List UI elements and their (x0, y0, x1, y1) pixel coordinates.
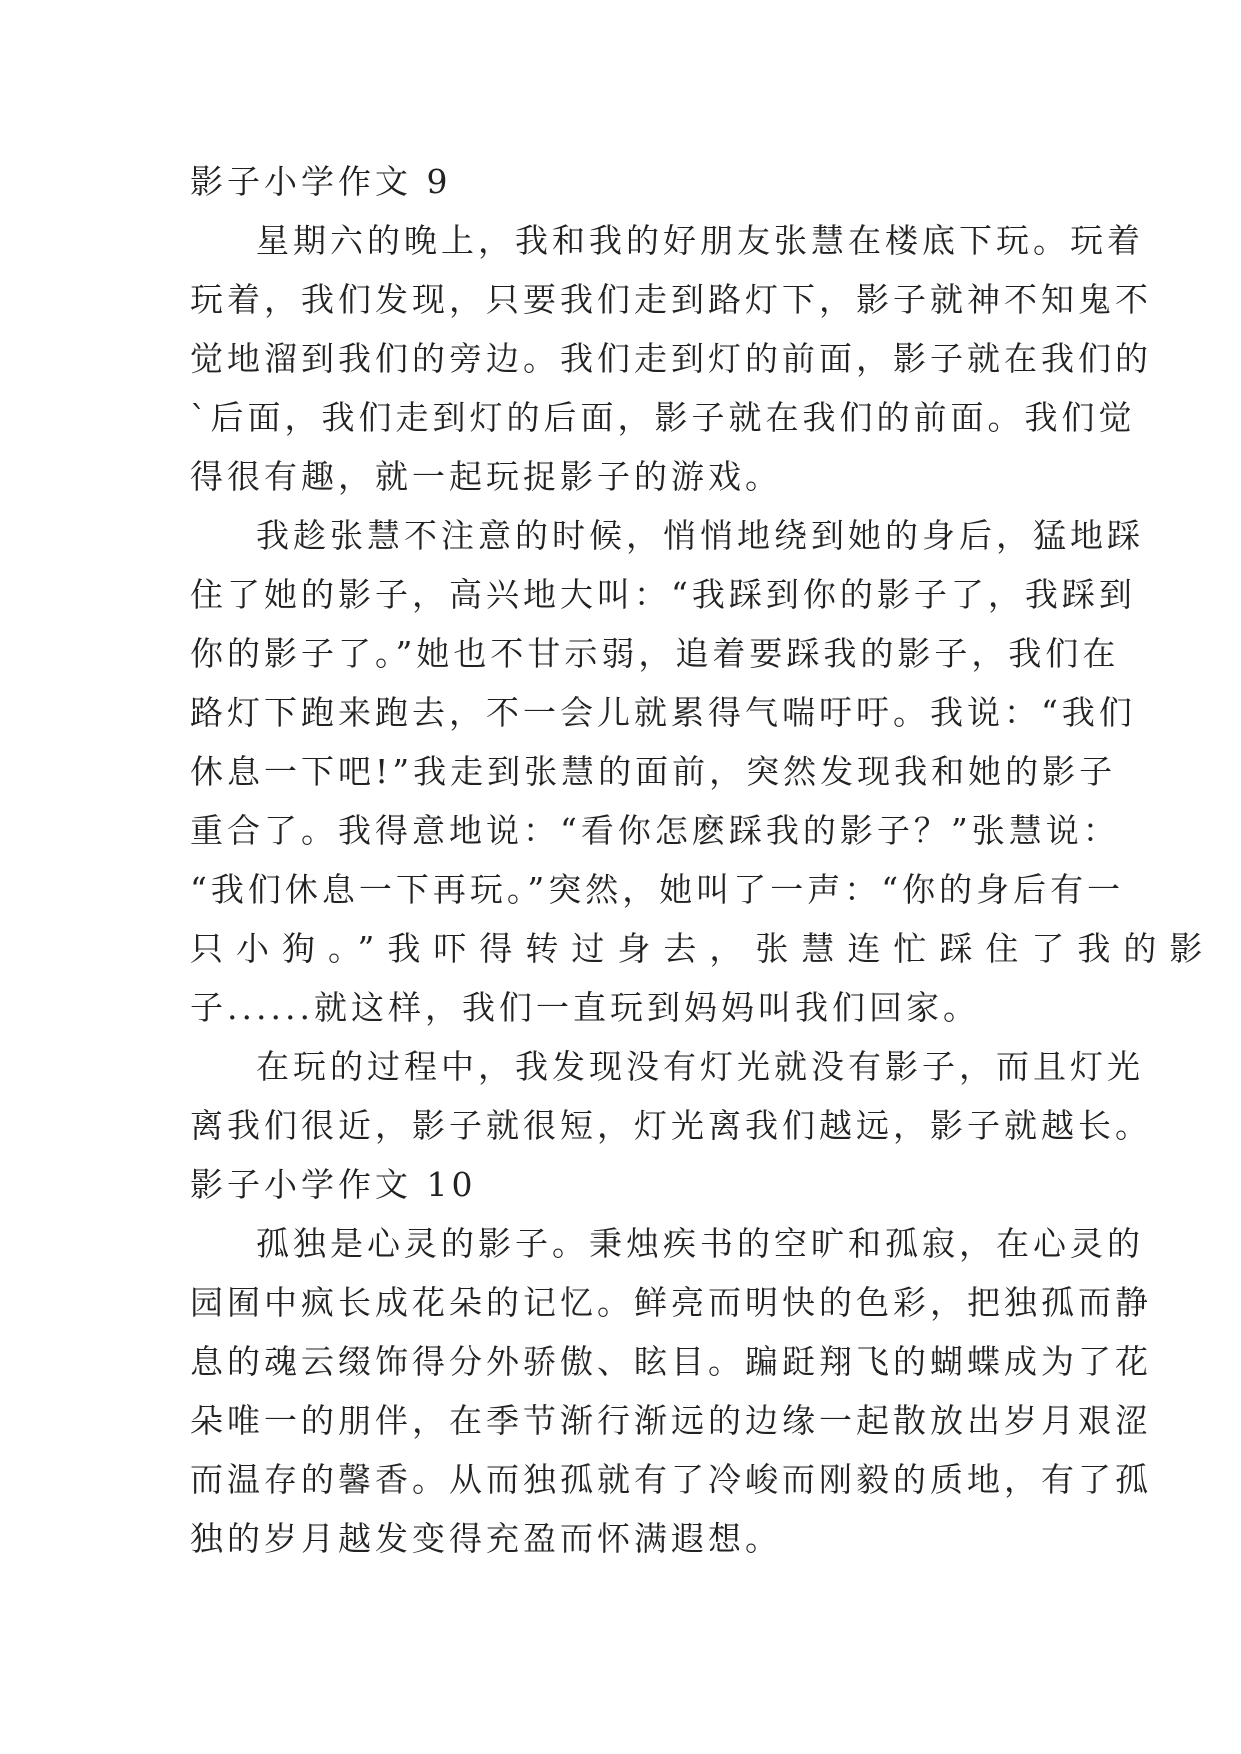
text-line: 星期六的晚上，我和我的好朋友张慧在楼底下玩。玩着 (256, 221, 1144, 260)
text-line: 独的岁月越发变得充盈而怀满遐想。 (190, 1519, 782, 1558)
text-line: 孤独是心灵的影子。秉烛疾书的空旷和孤寂，在心灵的 (256, 1224, 1144, 1263)
text-line: 离我们很近，影子就很短，灯光离我们越远，影子就越长。 (190, 1106, 1152, 1145)
text-line: 路灯下跑来跑去，不一会儿就累得气喘吁吁。我说：“我们 (190, 693, 1136, 732)
essay-section-10 (190, 1155, 1152, 1568)
text-line: 得很有趣，就一起玩捉影子的游戏。 (190, 457, 782, 496)
text-line: 我趁张慧不注意的时候，悄悄地绕到她的身后，猛地踩 (256, 516, 1144, 555)
text-line: 重合了。我得意地说：“看你怎麽踩我的影子？”张慧说： (190, 811, 1120, 850)
essay-section-9 (190, 152, 1216, 1155)
section-heading: 影子小学作文 9 (190, 162, 452, 201)
paragraph (190, 1214, 1152, 1568)
section-heading: 影子小学作文 10 (190, 1165, 477, 1204)
text-line: 玩着，我们发现，只要我们走到路灯下，影子就神不知鬼不 (190, 280, 1152, 319)
text-line: 子......就这样，我们一直玩到妈妈叫我们回家。 (190, 988, 980, 1027)
text-line: 息的魂云缀饰得分外骄傲、眩目。蹁跹翔飞的蝴蝶成为了花 (190, 1342, 1152, 1381)
paragraph (190, 506, 1216, 1037)
text-line: “我们休息一下再玩。”突然，她叫了一声：“你的身后有一 (190, 870, 1125, 909)
text-line: 园囿中疯长成花朵的记忆。鲜亮而明快的色彩，把独孤而静 (190, 1283, 1152, 1322)
text-line: 朵唯一的朋伴，在季节渐行渐远的边缘一起散放出岁月艰涩 (190, 1401, 1152, 1440)
text-line: 住了她的影子，高兴地大叫：“我踩到你的影子了，我踩到 (190, 575, 1136, 614)
text-line: 休息一下吧!”我走到张慧的面前，突然发现我和她的影子 (190, 752, 1117, 791)
document-body (190, 152, 1216, 1568)
paragraph (190, 1037, 1152, 1155)
text-line: 你的影子了。”她也不甘示弱，追着要踩我的影子，我们在 (190, 634, 1120, 673)
text-line: 觉地溜到我们的旁边。我们走到灯的前面，影子就在我们的 (190, 339, 1152, 378)
text-line: 只小狗。”我吓得转过身去，张慧连忙踩住了我的影 (190, 929, 1216, 968)
text-line: `后面，我们走到灯的后面，影子就在我们的前面。我们觉 (190, 398, 1136, 437)
text-line: 在玩的过程中，我发现没有灯光就没有影子，而且灯光 (256, 1047, 1144, 1086)
paragraph (190, 211, 1152, 506)
text-line: 而温存的馨香。从而独孤就有了冷峻而刚毅的质地，有了孤 (190, 1460, 1152, 1499)
